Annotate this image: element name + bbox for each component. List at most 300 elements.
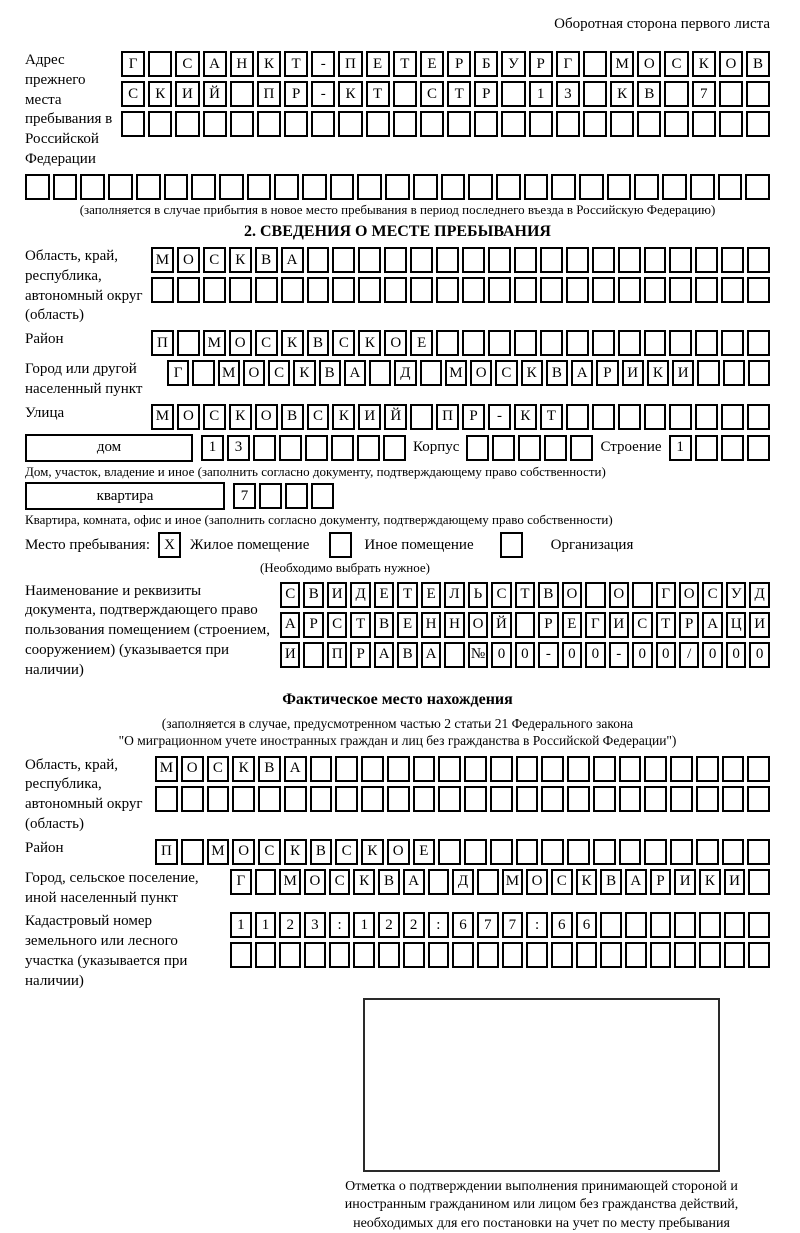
char-box[interactable] [619,756,642,782]
char-box[interactable] [662,174,687,200]
char-box[interactable] [551,174,576,200]
char-box[interactable]: П [338,51,362,77]
char-box[interactable] [232,786,255,812]
char-box[interactable]: О [243,360,265,386]
char-box[interactable] [650,942,672,968]
char-box[interactable] [566,247,589,273]
char-box[interactable] [625,912,647,938]
char-box[interactable] [181,786,204,812]
char-box[interactable]: К [229,404,252,430]
apartment-type-box[interactable]: квартира [25,482,225,510]
char-box[interactable] [567,839,590,865]
char-box[interactable]: К [358,330,381,356]
char-box[interactable] [644,247,667,273]
char-box[interactable]: А [625,869,647,895]
char-box[interactable]: Р [650,869,672,895]
char-box[interactable]: 6 [551,912,573,938]
char-box[interactable] [692,111,716,137]
char-box[interactable] [719,81,743,107]
char-box[interactable] [274,174,299,200]
char-box[interactable]: О [719,51,743,77]
char-box[interactable] [253,435,276,461]
char-box[interactable]: Р [462,404,485,430]
char-box[interactable]: Е [421,582,441,608]
char-box[interactable]: С [258,839,281,865]
char-box[interactable]: К [148,81,172,107]
char-box[interactable] [284,786,307,812]
char-box[interactable] [747,839,770,865]
char-box[interactable]: Т [447,81,471,107]
char-box[interactable] [721,435,744,461]
char-box[interactable] [600,942,622,968]
char-box[interactable]: Р [596,360,618,386]
char-box[interactable] [650,912,672,938]
char-box[interactable] [618,330,641,356]
char-box[interactable] [332,277,355,303]
char-box[interactable]: А [284,756,307,782]
char-box[interactable] [393,81,417,107]
char-box[interactable]: 6 [576,912,598,938]
char-box[interactable] [551,942,573,968]
char-box[interactable] [428,869,450,895]
char-box[interactable] [583,81,607,107]
char-box[interactable]: 1 [529,81,553,107]
char-box[interactable] [699,912,721,938]
char-box[interactable]: М [279,869,301,895]
char-box[interactable] [747,277,770,303]
char-box[interactable]: Т [656,612,676,638]
char-box[interactable] [669,277,692,303]
char-box[interactable]: М [203,330,226,356]
char-box[interactable]: К [576,869,598,895]
char-box[interactable] [284,111,308,137]
char-box[interactable] [384,277,407,303]
char-box[interactable] [664,111,688,137]
char-box[interactable]: К [610,81,634,107]
char-box[interactable]: Б [474,51,498,77]
char-box[interactable] [644,839,667,865]
char-box[interactable] [541,839,564,865]
char-box[interactable]: В [374,612,394,638]
char-box[interactable] [664,81,688,107]
char-box[interactable] [384,247,407,273]
char-box[interactable]: 3 [556,81,580,107]
char-box[interactable]: В [307,330,330,356]
char-box[interactable] [488,247,511,273]
char-box[interactable] [338,111,362,137]
char-box[interactable]: К [514,404,537,430]
char-box[interactable] [53,174,78,200]
char-box[interactable]: А [571,360,593,386]
char-box[interactable]: И [749,612,769,638]
char-box[interactable]: И [674,869,696,895]
char-box[interactable]: К [647,360,669,386]
char-box[interactable] [566,277,589,303]
char-box[interactable] [357,435,380,461]
char-box[interactable] [410,404,433,430]
char-box[interactable] [747,330,770,356]
char-box[interactable]: У [726,582,746,608]
char-box[interactable] [644,404,667,430]
char-box[interactable]: Р [350,642,370,668]
char-box[interactable]: А [281,247,304,273]
char-box[interactable]: 0 [562,642,582,668]
char-box[interactable] [669,247,692,273]
char-box[interactable]: О [609,582,629,608]
char-box[interactable] [255,277,278,303]
char-box[interactable] [610,111,634,137]
char-box[interactable]: - [311,51,335,77]
char-box[interactable]: К [332,404,355,430]
char-box[interactable] [696,756,719,782]
char-box[interactable] [748,912,770,938]
char-box[interactable] [192,360,214,386]
char-box[interactable] [514,247,537,273]
char-box[interactable]: Й [384,404,407,430]
char-box[interactable] [302,174,327,200]
char-box[interactable]: 6 [452,912,474,938]
char-box[interactable]: В [255,247,278,273]
char-box[interactable] [108,174,133,200]
char-box[interactable]: С [491,582,511,608]
char-box[interactable] [464,756,487,782]
char-box[interactable]: О [229,330,252,356]
char-box[interactable]: О [384,330,407,356]
char-box[interactable]: С [495,360,517,386]
char-box[interactable]: Р [284,81,308,107]
char-box[interactable] [747,756,770,782]
char-box[interactable]: И [358,404,381,430]
char-box[interactable] [618,277,641,303]
char-box[interactable] [148,111,172,137]
char-box[interactable] [230,111,254,137]
char-box[interactable]: В [397,642,417,668]
char-box[interactable] [310,786,333,812]
char-box[interactable] [747,247,770,273]
char-box[interactable] [230,942,252,968]
char-box[interactable] [358,247,381,273]
char-box[interactable]: М [502,869,524,895]
char-box[interactable] [695,404,718,430]
char-box[interactable]: В [378,869,400,895]
char-box[interactable] [438,786,461,812]
char-box[interactable]: К [284,839,307,865]
char-box[interactable]: 1 [230,912,252,938]
char-box[interactable] [279,435,302,461]
char-box[interactable]: - [609,642,629,668]
char-box[interactable] [515,612,535,638]
char-box[interactable] [488,277,511,303]
char-box[interactable] [670,839,693,865]
char-box[interactable] [413,756,436,782]
char-box[interactable] [556,111,580,137]
char-box[interactable]: 1 [353,912,375,938]
char-box[interactable]: К [257,51,281,77]
char-box[interactable]: С [207,756,230,782]
char-box[interactable]: О [177,247,200,273]
char-box[interactable] [637,111,661,137]
char-box[interactable] [748,942,770,968]
char-box[interactable]: К [521,360,543,386]
char-box[interactable]: Г [230,869,252,895]
char-box[interactable]: Д [350,582,370,608]
char-box[interactable]: 7 [502,912,524,938]
char-box[interactable] [203,111,227,137]
char-box[interactable] [670,786,693,812]
char-box[interactable]: : [428,912,450,938]
char-box[interactable] [410,277,433,303]
char-box[interactable] [748,869,770,895]
char-box[interactable]: С [307,404,330,430]
char-box[interactable] [566,404,589,430]
char-box[interactable]: 2 [378,912,400,938]
char-box[interactable]: С [702,582,722,608]
char-box[interactable]: О [562,582,582,608]
char-box[interactable]: К [353,869,375,895]
char-box[interactable]: У [501,51,525,77]
char-box[interactable]: Е [413,839,436,865]
char-box[interactable] [310,756,333,782]
char-box[interactable] [281,277,304,303]
char-box[interactable] [579,174,604,200]
char-box[interactable] [514,330,537,356]
char-box[interactable] [436,247,459,273]
char-box[interactable] [361,756,384,782]
char-box[interactable]: 0 [491,642,511,668]
char-box[interactable] [164,174,189,200]
char-box[interactable]: В [281,404,304,430]
char-box[interactable]: Е [420,51,444,77]
char-box[interactable] [361,786,384,812]
char-box[interactable] [369,360,391,386]
char-box[interactable] [502,942,524,968]
char-box[interactable] [722,786,745,812]
char-box[interactable]: Г [121,51,145,77]
char-box[interactable] [247,174,272,200]
char-box[interactable]: А [702,612,722,638]
char-box[interactable] [724,912,746,938]
char-box[interactable]: - [538,642,558,668]
char-box[interactable]: О [181,756,204,782]
char-box[interactable] [447,111,471,137]
char-box[interactable]: С [203,404,226,430]
char-box[interactable]: Ц [726,612,746,638]
char-box[interactable]: О [304,869,326,895]
char-box[interactable] [644,330,667,356]
char-box[interactable]: Д [394,360,416,386]
char-box[interactable] [438,756,461,782]
char-box[interactable] [697,360,719,386]
char-box[interactable] [420,360,442,386]
char-box[interactable] [121,111,145,137]
char-box[interactable] [438,839,461,865]
char-box[interactable]: О [470,360,492,386]
char-box[interactable] [331,435,354,461]
char-box[interactable] [462,277,485,303]
char-box[interactable] [644,786,667,812]
char-box[interactable] [516,839,539,865]
char-box[interactable]: Р [303,612,323,638]
char-box[interactable] [177,277,200,303]
char-box[interactable] [674,912,696,938]
char-box[interactable]: 7 [692,81,716,107]
char-box[interactable] [593,786,616,812]
char-box[interactable] [690,174,715,200]
char-box[interactable]: И [280,642,300,668]
char-box[interactable] [722,839,745,865]
char-box[interactable] [255,942,277,968]
char-box[interactable] [632,582,652,608]
char-box[interactable] [576,942,598,968]
char-box[interactable] [670,756,693,782]
char-box[interactable] [593,839,616,865]
char-box[interactable] [357,174,382,200]
char-box[interactable] [674,942,696,968]
char-box[interactable]: К [699,869,721,895]
char-box[interactable] [383,435,406,461]
char-box[interactable]: Т [393,51,417,77]
char-box[interactable] [490,756,513,782]
char-box[interactable] [378,942,400,968]
char-box[interactable]: К [281,330,304,356]
char-box[interactable] [541,756,564,782]
char-box[interactable] [592,330,615,356]
char-box[interactable] [488,330,511,356]
char-box[interactable]: С [551,869,573,895]
char-box[interactable] [721,330,744,356]
char-box[interactable]: 1 [669,435,692,461]
char-box[interactable]: Е [366,51,390,77]
char-box[interactable]: П [151,330,174,356]
char-box[interactable] [644,756,667,782]
char-box[interactable]: И [622,360,644,386]
char-box[interactable]: / [679,642,699,668]
char-box[interactable] [385,174,410,200]
char-box[interactable] [540,247,563,273]
char-box[interactable]: 0 [726,642,746,668]
char-box[interactable] [747,404,770,430]
char-box[interactable] [541,786,564,812]
char-box[interactable] [619,839,642,865]
char-box[interactable] [644,277,667,303]
char-box[interactable]: 3 [304,912,326,938]
char-box[interactable] [518,435,541,461]
char-box[interactable] [464,839,487,865]
char-box[interactable]: Н [421,612,441,638]
char-box[interactable] [583,111,607,137]
char-box[interactable]: О [387,839,410,865]
char-box[interactable] [207,786,230,812]
char-box[interactable]: Т [366,81,390,107]
char-box[interactable]: Т [284,51,308,77]
char-box[interactable]: Г [556,51,580,77]
char-box[interactable]: Т [515,582,535,608]
char-box[interactable]: Й [203,81,227,107]
char-box[interactable] [592,247,615,273]
char-box[interactable] [177,330,200,356]
char-box[interactable]: Н [230,51,254,77]
stay-type-checkbox-other[interactable] [329,532,352,558]
char-box[interactable] [311,111,335,137]
char-box[interactable]: С [268,360,290,386]
char-box[interactable] [353,942,375,968]
char-box[interactable]: Т [397,582,417,608]
char-box[interactable] [583,51,607,77]
house-type-box[interactable]: дом [25,434,193,462]
char-box[interactable]: И [327,582,347,608]
char-box[interactable] [436,277,459,303]
char-box[interactable] [544,435,567,461]
char-box[interactable]: С [255,330,278,356]
char-box[interactable] [466,435,489,461]
char-box[interactable]: О [526,869,548,895]
char-box[interactable]: 2 [403,912,425,938]
char-box[interactable] [618,404,641,430]
char-box[interactable] [501,111,525,137]
char-box[interactable]: Р [679,612,699,638]
char-box[interactable]: К [293,360,315,386]
char-box[interactable]: В [600,869,622,895]
char-box[interactable] [462,247,485,273]
char-box[interactable]: О [177,404,200,430]
char-box[interactable]: С [664,51,688,77]
char-box[interactable]: : [329,912,351,938]
char-box[interactable]: М [155,756,178,782]
char-box[interactable]: С [420,81,444,107]
char-box[interactable] [307,277,330,303]
char-box[interactable] [335,756,358,782]
char-box[interactable] [490,786,513,812]
char-box[interactable]: М [218,360,240,386]
char-box[interactable]: 0 [632,642,652,668]
char-box[interactable] [570,435,593,461]
char-box[interactable]: 2 [279,912,301,938]
char-box[interactable]: Д [749,582,769,608]
char-box[interactable]: - [311,81,335,107]
char-box[interactable]: В [746,51,770,77]
char-box[interactable]: С [121,81,145,107]
char-box[interactable] [307,247,330,273]
char-box[interactable]: А [280,612,300,638]
char-box[interactable]: М [610,51,634,77]
char-box[interactable]: А [421,642,441,668]
char-box[interactable] [695,435,718,461]
char-box[interactable]: К [338,81,362,107]
char-box[interactable] [151,277,174,303]
char-box[interactable] [468,174,493,200]
char-box[interactable]: Г [585,612,605,638]
char-box[interactable]: 1 [255,912,277,938]
char-box[interactable] [600,912,622,938]
char-box[interactable] [181,839,204,865]
char-box[interactable] [258,786,281,812]
char-box[interactable] [695,330,718,356]
stay-type-checkbox-organization[interactable] [500,532,523,558]
char-box[interactable]: 0 [702,642,722,668]
char-box[interactable]: В [319,360,341,386]
char-box[interactable]: С [327,612,347,638]
char-box[interactable] [592,277,615,303]
char-box[interactable] [175,111,199,137]
char-box[interactable]: О [232,839,255,865]
char-box[interactable] [477,942,499,968]
char-box[interactable] [358,277,381,303]
char-box[interactable] [464,786,487,812]
char-box[interactable]: 1 [201,435,224,461]
char-box[interactable]: И [672,360,694,386]
char-box[interactable] [721,247,744,273]
char-box[interactable]: Р [529,51,553,77]
